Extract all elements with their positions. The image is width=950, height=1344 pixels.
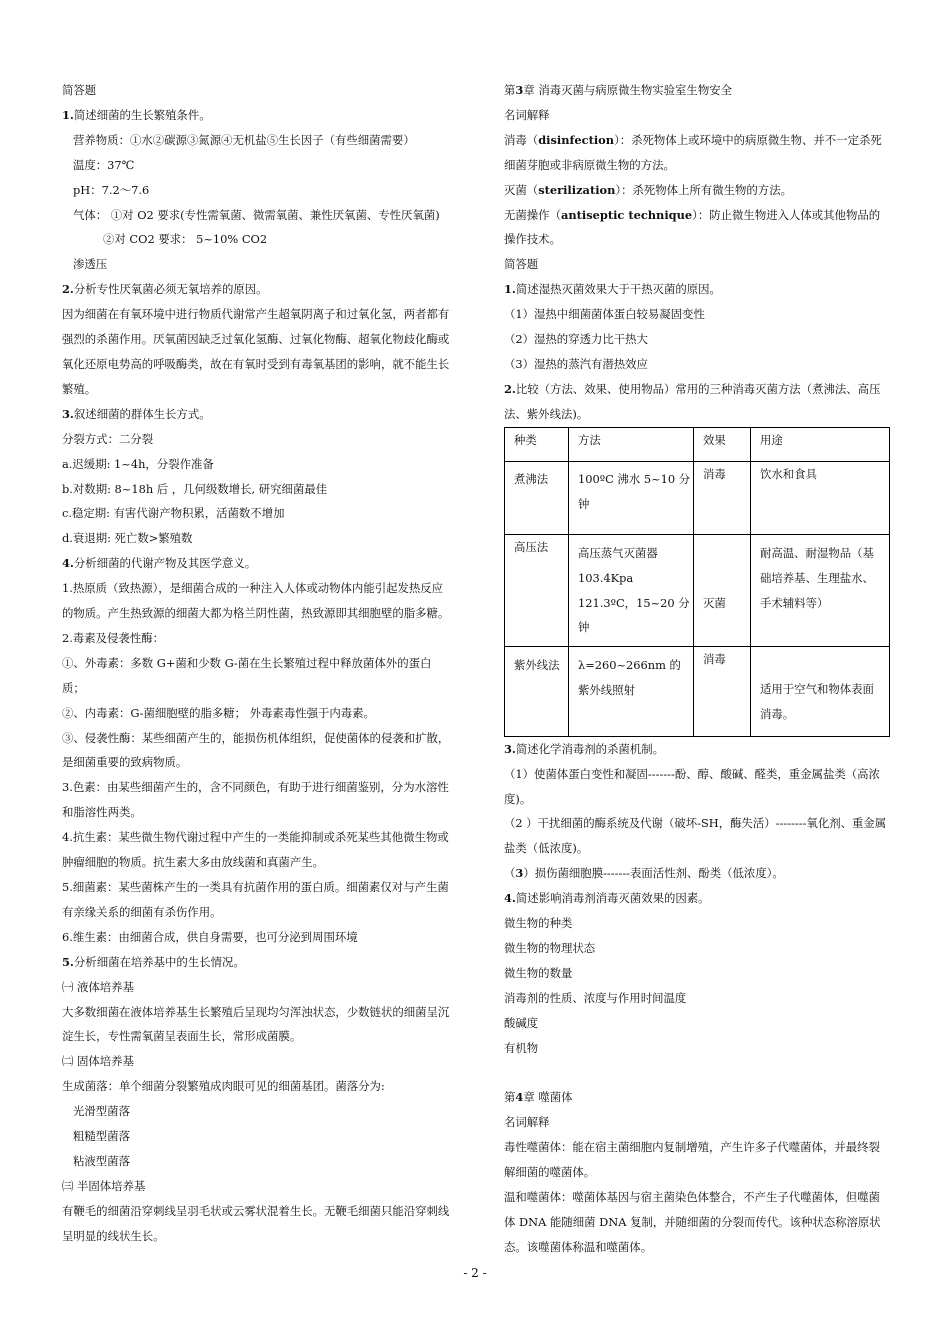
- answer-line: （3）湿热的蒸汽有潜热效应: [504, 356, 648, 371]
- spacer: [504, 1060, 890, 1085]
- answer-line: ②对 CO2 要求： 5~10% CO2: [103, 232, 268, 247]
- section-heading: 名词解释: [504, 1115, 550, 1130]
- question-number: 1.: [504, 282, 516, 297]
- question-number: 5.: [62, 954, 74, 969]
- answer-line: 6.维生素：由细菌合成，供自身需要，也可分泌到周围环境: [62, 929, 358, 944]
- page-number: - 2 -: [463, 1266, 487, 1280]
- answer-line: 粘液型菌落: [73, 1153, 130, 1168]
- question-number: 2.: [62, 282, 74, 297]
- table-row: [505, 646, 890, 736]
- question-number: 4.: [504, 891, 516, 906]
- answer-line: 生成菌落：单个细菌分裂繁殖成肉眼可见的细菌基团。菌落分为:: [62, 1079, 385, 1094]
- term-definition: 无菌操作（antiseptic technique）：防止微生物进入人体或其他物品的操作技术。: [504, 207, 881, 247]
- answer-line: 营养物质：①水②碳源③氮源④无机盐⑤生长因子（有些细菌需要）: [73, 132, 415, 147]
- answer-line: ①、外毒素：多数 G+菌和少数 G-菌在生长繁殖过程中释放菌体外的蛋白质；: [62, 655, 432, 695]
- answer-line: 微生物的物理状态: [504, 940, 596, 955]
- section-heading: 名词解释: [504, 107, 550, 122]
- chapter-heading: 第3章 消毒灭菌与病原微生物实验室生物安全: [504, 83, 732, 97]
- answer-paragraph: 大多数细菌在液体培养基生长繁殖后呈现均匀浑浊状态，少数链状的细菌呈沉淀生长，专性需氧菌呈表面生长，常形成菌膜。: [62, 1004, 450, 1044]
- question-3: 3.叙述细菌的群体生长方式。: [62, 406, 211, 421]
- table-row: [505, 534, 890, 646]
- term-definition: 消毒（disinfection）：杀死物体上或环境中的病原微生物、并不一定杀死细菌芽胞或非病原微生物的方法。: [504, 132, 882, 172]
- term-definition: 毒性噬菌体：能在宿主菌细胞内复制增殖，产生许多子代噬菌体，并最终裂解细菌的噬菌体。: [504, 1140, 880, 1180]
- table-cell-method: 100ºC 沸水 5~10 分钟: [569, 461, 694, 534]
- table-header-cell: 效果: [694, 427, 751, 461]
- answer-line: 气体： ①对 O2 要求(专性需氧菌、微需氧菌、兼性厌氧菌、专性厌氧菌): [73, 207, 440, 222]
- question-number: 3.: [504, 741, 516, 756]
- answer-paragraph: （1）使菌体蛋白变性和凝固-------酚、醇、酸碱、醛类，重金属盐类（高浓度)。: [504, 766, 880, 806]
- table-cell-use: 饮水和食具: [751, 461, 890, 534]
- question-2: 2.比较（方法、效果、使用物品）常用的三种消毒灭菌方法（煮沸法、高压法、紫外线法)。: [504, 381, 881, 421]
- answer-paragraph: 因为细菌在有氧环境中进行物质代谢常产生超氧阴离子和过氧化氢，两者都有强烈的杀菌作用。厌氧菌因缺乏过氧化氢酶、过氧化物酶、超氧化物歧化酶或氧化还原电势高的呼吸酶类，故在有氧时受到有毒氧基团的影响，就不能生长繁殖。: [62, 307, 450, 396]
- table-row: [505, 461, 890, 534]
- answer-paragraph: 3.色素：由某些细菌产生的，含不同颜色，有助于进行细菌鉴别，分为水溶性和脂溶性两类。: [62, 780, 449, 820]
- answer-paragraph: ③、侵袭性酶：某些细菌产生的，能损伤机体组织，促使菌体的侵袭和扩散，是细菌重要的致病物质。: [62, 730, 450, 770]
- question-4: 4.简述影响消毒剂消毒灭菌效果的因素。: [504, 891, 710, 906]
- answer-line: 粗糙型菌落: [73, 1129, 130, 1144]
- table-cell-effect: 消毒: [694, 646, 751, 736]
- answer-line: （2）湿热的穿透力比干热大: [504, 332, 648, 347]
- answer-line: c.稳定期: 有害代谢产物积累，活菌数不增加: [62, 506, 285, 521]
- right-column: [504, 78, 890, 1260]
- answer-line: 微生物的数量: [504, 965, 573, 980]
- answer-paragraph: 1.热原质（致热源），是细菌合成的一种注入人体或动物体内能引起发热反应的物质。产生热致源的细菌大都为格兰阴性菌，热致源即其细胞壁的脂多糖。: [62, 581, 450, 621]
- answer-line: 渗透压: [73, 257, 108, 272]
- comparison-table: [504, 427, 890, 737]
- answer-line: 消毒剂的性质、浓度与作用时间温度: [504, 990, 687, 1005]
- question-5: 5.分析细菌在培养基中的生长情况。: [62, 954, 245, 969]
- answer-line: d.衰退期: 死亡数>繁殖数: [62, 531, 193, 546]
- table-header-row: [505, 427, 890, 461]
- answer-line: 微生物的种类: [504, 916, 573, 931]
- answer-line: ㈠ 液体培养基: [62, 979, 134, 994]
- answer-line: ㈢ 半固体培养基: [62, 1178, 146, 1193]
- table-cell-method: λ=260~266nm 的紫外线照射: [569, 646, 694, 736]
- table-cell-kind: 紫外线法: [505, 646, 569, 736]
- term-definition: 灭菌（sterilization）：杀死物体上所有微生物的方法。: [504, 182, 792, 197]
- answer-line: （3）损伤菌细胞膜-------表面活性剂、酚类（低浓度）。: [504, 866, 784, 881]
- section-heading: 简答题: [504, 257, 539, 272]
- answer-line: 酸碱度: [504, 1015, 539, 1030]
- answer-line: pH：7.2～7.6: [73, 182, 150, 197]
- question-number: 2.: [504, 381, 516, 396]
- question-1: 1.简述细菌的生长繁殖条件。: [62, 107, 211, 122]
- question-number: 1.: [62, 107, 74, 122]
- answer-line: 温度：37℃: [73, 157, 135, 172]
- question-number: 3.: [62, 406, 74, 421]
- table-cell-method: 高压蒸气灭菌器 103.4Kpa 121.3ºC，15~20 分钟: [569, 534, 694, 646]
- chapter-heading: 第4章 噬菌体: [504, 1090, 573, 1105]
- question-4: 4.分析细菌的代谢产物及其医学意义。: [62, 556, 257, 571]
- answer-line: （1）湿热中细菌菌体蛋白较易凝固变性: [504, 307, 705, 322]
- left-column: [62, 78, 450, 1249]
- answer-paragraph: （2 ）干扰细菌的酶系统及代谢（破坏-SH，酶失活）--------氧化剂、重金属盐类（低浓度)。: [504, 816, 887, 856]
- answer-line: 有机物: [504, 1040, 539, 1055]
- answer-line: a.迟缓期: 1~4h，分裂作准备: [62, 456, 214, 471]
- question-3: 3.简述化学消毒剂的杀菌机制。: [504, 741, 664, 756]
- table-cell-effect: 消毒: [694, 461, 751, 534]
- table-header-cell: 种类: [505, 427, 569, 461]
- table-cell-use: 适用于空气和物体表面消毒。: [751, 646, 890, 736]
- answer-line: ②、内毒素：G-菌细胞壁的脂多糖； 外毒素毒性强于内毒素。: [62, 705, 375, 720]
- table-cell-effect: 灭菌: [694, 534, 751, 646]
- table-cell-use: 耐高温、耐湿物品（基础培养基、生理盐水、手术辅料等）: [751, 534, 890, 646]
- answer-paragraph: 4.抗生素：某些微生物代谢过程中产生的一类能抑制或杀死某些其他微生物或肿瘤细胞的物质。抗生素大多由放线菌和真菌产生。: [62, 830, 449, 870]
- answer-line: 分裂方式：二分裂: [62, 431, 154, 446]
- table-cell-kind: 煮沸法: [505, 461, 569, 534]
- question-1: 1.简述湿热灭菌效果大于干热灭菌的原因。: [504, 282, 721, 297]
- question-2: 2.分析专性厌氧菌必须无氧培养的原因。: [62, 282, 268, 297]
- term-definition: 温和噬菌体：噬菌体基因与宿主菌染色体整合，不产生子代噬菌体，但噬菌体 DNA 能随细菌 DNA 复制，并随细菌的分裂而传代。该种状态称溶原状态。该噬菌体称温和噬菌体。: [504, 1190, 881, 1254]
- question-number: 4.: [62, 556, 74, 571]
- answer-paragraph: 有鞭毛的细菌沿穿刺线呈羽毛状或云雾状混着生长。无鞭毛细菌只能沿穿刺线呈明显的线状生长。: [62, 1203, 450, 1243]
- table-cell-kind: 高压法: [505, 534, 569, 646]
- section-heading: 简答题: [62, 83, 97, 97]
- answer-paragraph: 5.细菌素：某些菌株产生的一类具有抗菌作用的蛋白质。细菌素仅对与产生菌有亲缘关系的细菌有杀伤作用。: [62, 880, 449, 919]
- table-header-cell: 方法: [569, 427, 694, 461]
- answer-line: 2.毒素及侵袭性酶：: [62, 630, 164, 645]
- table-header-cell: 用途: [751, 427, 890, 461]
- answer-line: b.对数期: 8~18h 后 ，几何级数增长, 研究细菌最佳: [62, 481, 328, 496]
- answer-line: ㈡ 固体培养基: [62, 1054, 134, 1069]
- answer-line: 光滑型菌落: [73, 1104, 130, 1119]
